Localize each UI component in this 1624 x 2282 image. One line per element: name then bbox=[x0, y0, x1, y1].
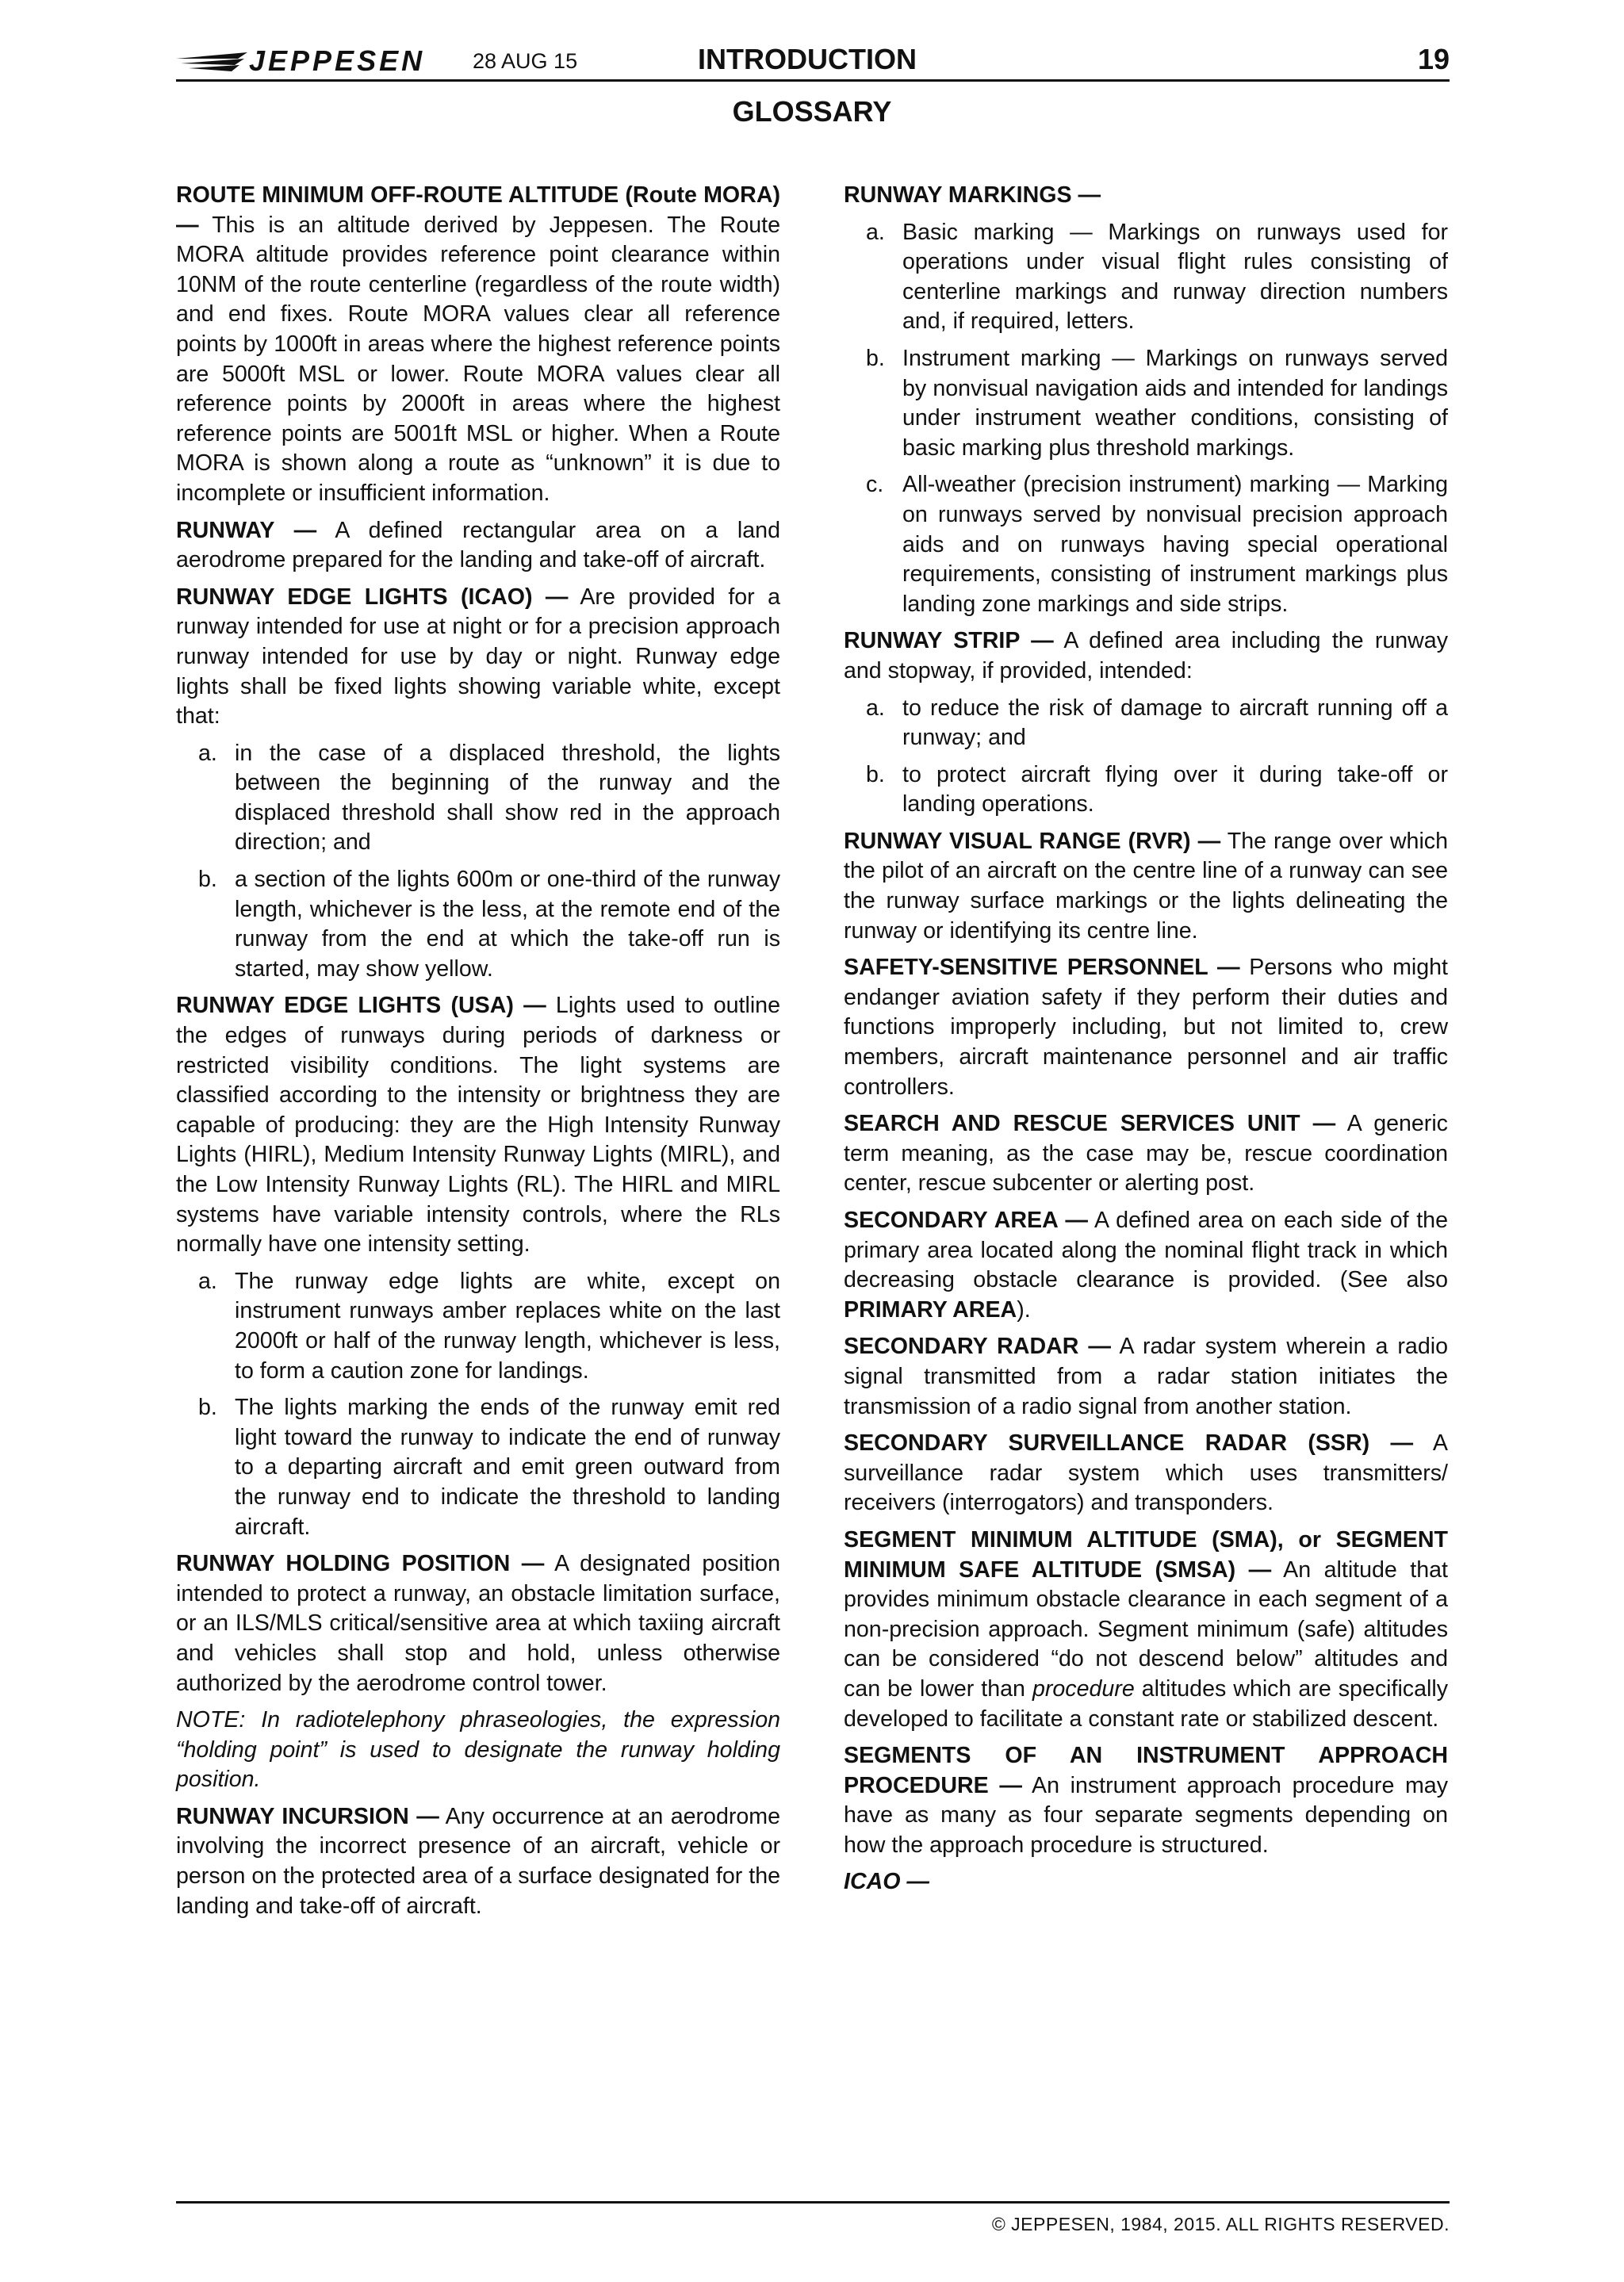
list-marker: b. bbox=[198, 867, 217, 893]
jeppesen-logo: JEPPESEN bbox=[249, 44, 426, 77]
list-item bbox=[844, 344, 1448, 463]
glossary-definition: A generic term meaning, as the case may be, rescue coordination center, rescue subcenter or alerting post. bbox=[844, 1111, 1448, 1197]
glossary-entry bbox=[844, 1206, 1448, 1325]
glossary-term: RUNWAY MARKINGS — bbox=[844, 182, 1101, 208]
glossary-entry bbox=[844, 626, 1448, 686]
list-marker: a. bbox=[866, 695, 885, 721]
glossary-entry bbox=[176, 1549, 780, 1698]
glossary-definition: A designated position intended to protect a runway, an obstacle limitation surface, or an ILS/MLS critical/sensitive area at which taxiing aircraft and vehicles shall stop and hold, unless otherwise authorized by the aerodrome control tower. bbox=[176, 1551, 780, 1696]
list-item-text: The lights marking the ends of the runway emit red light toward the runway to indicate the end of runway to a departing aircraft and emit green outward from the runway end to indicate the threshold to landing aircraft. bbox=[235, 1395, 780, 1540]
glossary-term: SEARCH AND RESCUE SERVICES UNIT — bbox=[844, 1111, 1336, 1137]
definition-list bbox=[844, 694, 1448, 820]
glossary-definition: Are provided for a runway intended for use at night or for a precision approach runway intended for use by day or night. Runway edge lights shall be fixed lights showing variable white, except that: bbox=[176, 584, 780, 729]
list-marker: b. bbox=[866, 345, 885, 371]
header-divider bbox=[176, 79, 1450, 82]
glossary-definition: Any occurrence at an aerodrome involving the incorrect presence of an aircraft, vehicle or person on the protected area of a surface designated for the landing and take-off of aircraft. bbox=[176, 1803, 780, 1919]
glossary-term: SAFETY-SENSITIVE PERSONNEL — bbox=[844, 955, 1240, 981]
list-marker: a. bbox=[866, 219, 885, 245]
glossary-entry bbox=[844, 953, 1448, 1102]
page-title: GLOSSARY bbox=[732, 95, 892, 128]
glossary-term: SECONDARY RADAR — bbox=[844, 1334, 1112, 1360]
glossary-term: RUNWAY EDGE LIGHTS (ICAO) — bbox=[176, 584, 569, 610]
glossary-term: ROUTE MINIMUM OFF-ROUTE ALTITUDE (Route MORA) — bbox=[176, 182, 780, 238]
definition-list bbox=[176, 739, 780, 985]
glossary-definition: The range over which the pilot of an aircraft on the centre line of a runway can see the runway surface markings or the lights delineating the runway or identifying its centre line. bbox=[844, 828, 1448, 944]
cross-reference: PRIMARY AREA bbox=[844, 1296, 1017, 1323]
glossary-term: SECONDARY SURVEILLANCE RADAR (SSR) — bbox=[844, 1430, 1414, 1457]
glossary-definition: Persons who might endanger aviation safety if they perform their duties and functions improperly including, but not limited to, crew members, aircraft maintenance personnel and air traffic controllers. bbox=[844, 955, 1448, 1100]
copyright-notice: © JEPPESEN, 1984, 2015. ALL RIGHTS RESERVED. bbox=[991, 2214, 1450, 2234]
glossary-term: RUNWAY HOLDING POSITION — bbox=[176, 1551, 545, 1577]
list-item-text: to protect aircraft flying over it during take-off or landing operations. bbox=[902, 761, 1448, 817]
list-item-text: a section of the lights 600m or one-third of the runway length, whichever is the less, at the remote end of the runway from the end at which the take-off run is started, may show yellow. bbox=[235, 867, 780, 982]
list-item-text: to reduce the risk of damage to aircraft running off a runway; and bbox=[902, 695, 1448, 751]
definition-list bbox=[176, 1267, 780, 1542]
glossary-definition: A defined area on each side of the primary area located along the nominal flight track in which decreasing obstacle clearance is provided. (See also bbox=[844, 1208, 1448, 1293]
glossary-entry bbox=[844, 1332, 1448, 1422]
glossary-definition: A surveillance radar system which uses transmitters/ receivers (interrogators) and transponders. bbox=[844, 1430, 1448, 1516]
glossary-definition: A radar system wherein a radio signal transmitted from a radar station initiates the transmission of a radio signal from another station. bbox=[844, 1334, 1448, 1419]
jeppesen-logo-swoosh-icon bbox=[176, 48, 247, 75]
list-item bbox=[844, 760, 1448, 820]
glossary-term: RUNWAY EDGE LIGHTS (USA) — bbox=[176, 993, 546, 1019]
glossary-entry bbox=[844, 827, 1448, 946]
list-item bbox=[844, 218, 1448, 337]
glossary-entry bbox=[176, 991, 780, 1259]
glossary-definition-tail: altitudes which are specifically developed to facilitate a constant rate or stabilized descent. bbox=[844, 1675, 1448, 1732]
glossary-definition: Lights used to outline the edges of runways during periods of darkness or restricted visibility conditions. The light systems are classified according to the intensity or brightness they are capable of producing: they are the High Intensity Runway Lights (HIRL), Medium Intensity Runway Lights (MIRL), and the Low Intensity Runway Lights (RL). The HIRL and MIRL systems have variable intensity controls, where the RLs normally have one intensity setting. bbox=[176, 993, 780, 1258]
list-item bbox=[844, 694, 1448, 753]
glossary-entry bbox=[844, 1429, 1448, 1518]
glossary-definition: An instrument approach procedure may have as many as four separate segments depending on how the approach procedure is structured. bbox=[844, 1772, 1448, 1858]
glossary-definition: A defined rectangular area on a land aerodrome prepared for the landing and take-off of aircraft. bbox=[176, 517, 780, 573]
emphasis-text: procedure bbox=[1032, 1675, 1135, 1702]
glossary-entry bbox=[176, 516, 780, 576]
glossary-entry bbox=[844, 1526, 1448, 1734]
right-column bbox=[844, 181, 1448, 1905]
glossary-entry bbox=[176, 181, 780, 509]
list-item bbox=[844, 470, 1448, 619]
list-marker: b. bbox=[866, 761, 885, 787]
page-header bbox=[176, 43, 1450, 81]
glossary-term: RUNWAY STRIP — bbox=[844, 628, 1054, 654]
header-date: 28 AUG 15 bbox=[473, 49, 578, 73]
definition-list bbox=[844, 218, 1448, 620]
glossary-term: SEGMENTS OF AN INSTRUMENT APPROACH PROCEDURE — bbox=[844, 1743, 1448, 1798]
glossary-note: NOTE: In radiotelephony phraseologies, the expression “holding point” is used to designate the runway holding position. bbox=[176, 1707, 780, 1793]
glossary-term: SEGMENT MINIMUM ALTITUDE (SMA), or SEGMENT MINIMUM SAFE ALTITUDE (SMSA) — bbox=[844, 1526, 1448, 1583]
glossary-term: SECONDARY AREA — bbox=[844, 1208, 1088, 1233]
glossary-term: RUNWAY — bbox=[176, 517, 317, 543]
list-marker: a. bbox=[198, 1268, 217, 1294]
page-number: 19 bbox=[1417, 43, 1450, 75]
list-item-text: The runway edge lights are white, except on instrument runways amber replaces white on the last 2000ft or half of the runway length, whichever is less, to form a caution zone for landings. bbox=[235, 1268, 780, 1384]
left-column bbox=[176, 181, 780, 1928]
list-item-text: Basic marking — Markings on runways used for operations under visual flight rules consisting of centerline markings and runway direction numbers and, if required, letters. bbox=[902, 219, 1448, 335]
glossary-entry bbox=[844, 1109, 1448, 1199]
list-item bbox=[176, 1267, 780, 1386]
glossary-entry bbox=[844, 1741, 1448, 1860]
list-marker: c. bbox=[866, 472, 884, 498]
glossary-entry bbox=[176, 583, 780, 732]
list-item-text: in the case of a displaced threshold, the lights between the beginning of the runway and the displaced threshold shall show red in the approach direction; and bbox=[235, 740, 780, 856]
list-item bbox=[176, 1393, 780, 1542]
glossary-definition: This is an altitude derived by Jeppesen. The Route MORA altitude provides reference point clearance within 10NM of the route centerline (regardless of the route width) and end fixes. Route MORA values clear all reference points by 1000ft in areas where the highest reference points are 5000ft MSL or lower. Route MORA values clear all reference points by 2000ft in areas where the highest reference points are 5001ft MSL or higher. When a Route MORA is shown along a route as “unknown” it is due to incomplete or insufficient information. bbox=[176, 212, 780, 506]
glossary-definition: A defined area including the runway and stopway, if provided, intended: bbox=[844, 628, 1449, 683]
header-section: INTRODUCTION bbox=[698, 43, 917, 75]
subheading-icao: ICAO — bbox=[844, 1869, 930, 1895]
list-marker: b. bbox=[198, 1395, 217, 1421]
glossary-entry bbox=[844, 181, 1448, 211]
glossary-entry bbox=[176, 1802, 780, 1921]
glossary-definition: An altitude that provides minimum obstacle clearance in each segment of a non-precision approach. Segment minimum (safe) altitudes can be considered “do not descend below” altitudes and can be lower than bbox=[844, 1556, 1449, 1702]
list-item-text: All-weather (precision instrument) marking — Marking on runways served by nonvisual precision approach aids and on runways having special operational requirements, consisting of instrument markings plus landing zone markings and side strips. bbox=[902, 472, 1448, 617]
glossary-term: RUNWAY VISUAL RANGE (RVR) — bbox=[844, 828, 1221, 854]
list-item-text: Instrument marking — Markings on runways served by nonvisual navigation aids and intended for landings under instrument weather conditions, consisting of basic marking plus threshold markings. bbox=[902, 345, 1448, 461]
list-item bbox=[176, 865, 780, 984]
list-marker: a. bbox=[198, 740, 217, 766]
glossary-definition-tail: ). bbox=[1017, 1296, 1031, 1323]
glossary-term: RUNWAY INCURSION — bbox=[176, 1803, 439, 1829]
footer-divider bbox=[176, 2201, 1450, 2204]
list-item bbox=[176, 739, 780, 858]
